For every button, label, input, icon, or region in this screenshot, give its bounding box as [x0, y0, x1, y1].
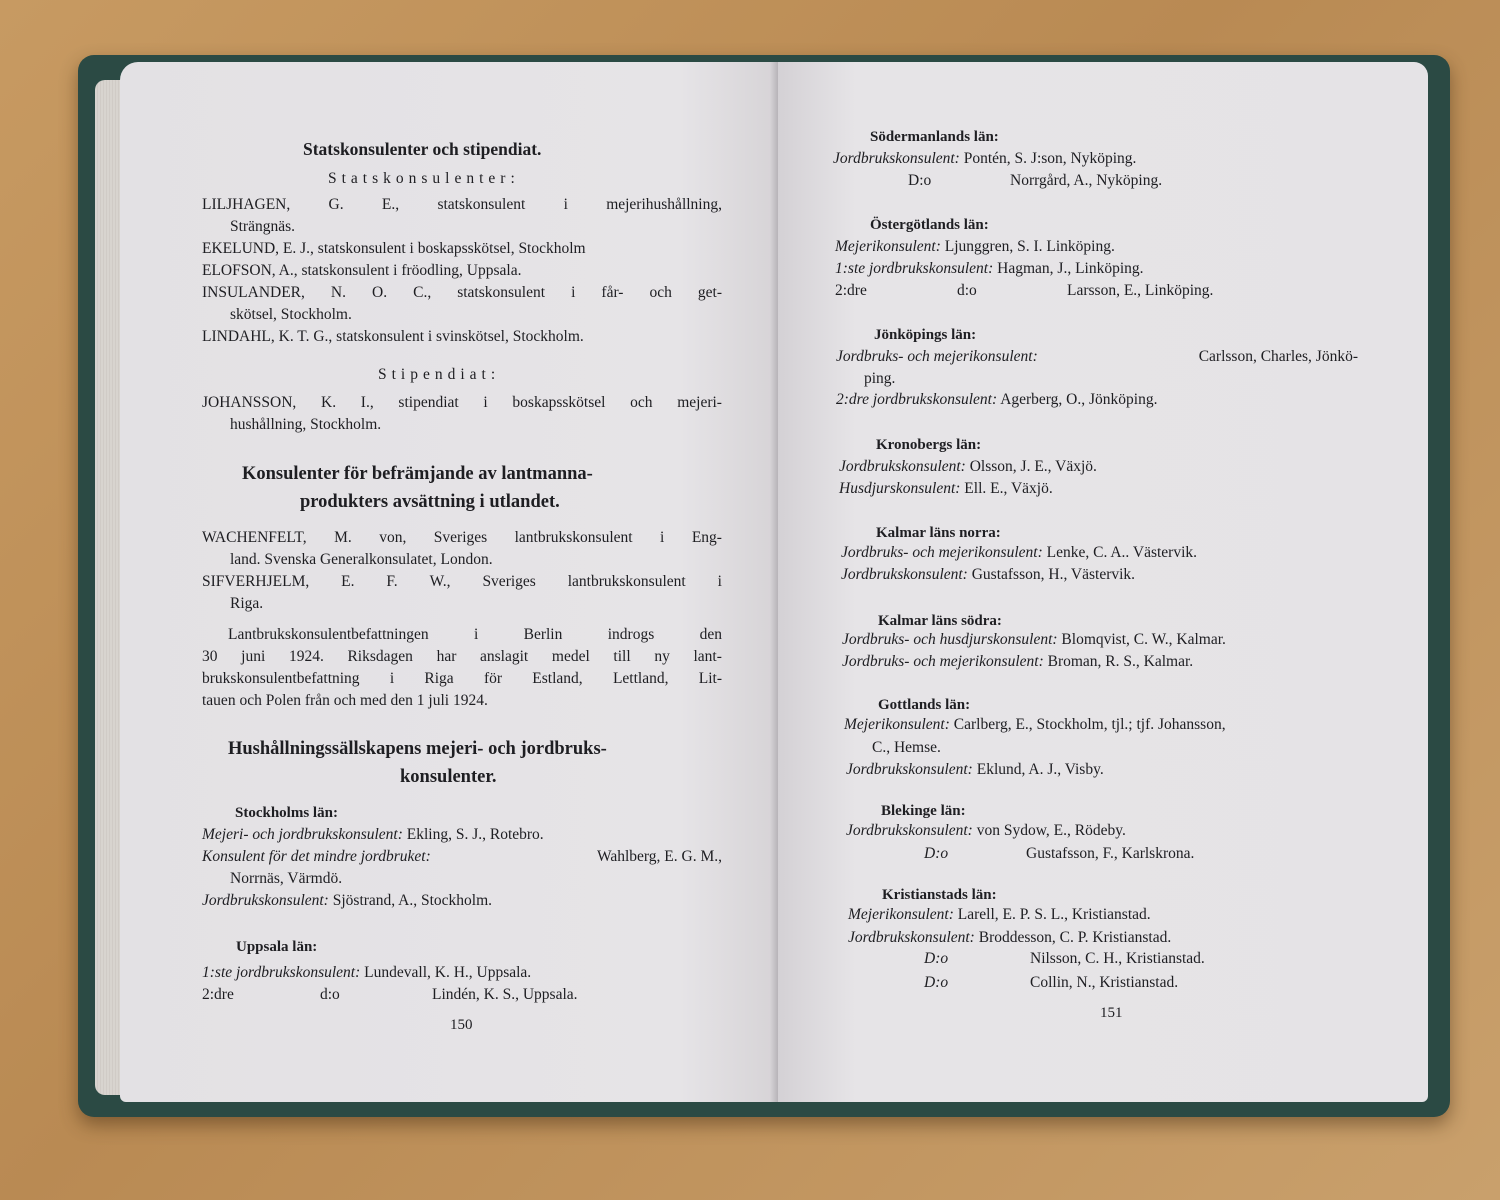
ostergotland-row-3: 2:dre d:o Larsson, E., Linköping.	[835, 282, 1214, 299]
county-heading-jonkoping: Jönköpings län:	[874, 327, 977, 343]
kronoberg-row-2: Husdjurskonsulent: Ell. E., Växjö.	[839, 480, 1053, 497]
county-heading-kalmar-sodra: Kalmar läns södra:	[878, 613, 1002, 629]
kalmar-sodra-row-2: Jordbruks- och mejerikonsulent: Broman, R. S., Kalmar.	[842, 653, 1194, 670]
stockholm-row-2-cont: Norrnäs, Värmdö.	[230, 870, 343, 887]
page-number-left: 150	[450, 1017, 473, 1033]
kalmar-norra-row-1: Jordbruks- och mejerikonsulent: Lenke, C. A.. Västervik.	[841, 544, 1198, 561]
county-heading-stockholm: Stockholms län:	[235, 805, 338, 821]
paragraph-line-4: tauen och Polen från och med den 1 juli 1924.	[202, 692, 488, 709]
county-heading-uppsala: Uppsala län:	[236, 939, 318, 955]
paragraph-line-1: Lantbrukskonsulentbefattningen i Berlin indrogs den	[228, 626, 722, 643]
left-page	[120, 62, 778, 1102]
county-heading-blekinge: Blekinge län:	[881, 803, 966, 819]
jonkoping-row-2: 2:dre jordbrukskonsulent: Agerberg, O., Jönköping.	[836, 391, 1158, 408]
blekinge-row-2: D:o Gustafsson, F., Karlskrona.	[924, 845, 1195, 862]
kalmar-sodra-row-1: Jordbruks- och husdjurskonsulent: Blomqvist, C. W., Kalmar.	[842, 631, 1226, 648]
section-title-konsulenter-line2: produkters avsättning i utlandet.	[300, 492, 560, 512]
county-heading-gottland: Gottlands län:	[878, 697, 971, 713]
page-number-right: 151	[1100, 1005, 1123, 1021]
entry-elofson: ELOFSON, A., statskonsulent i fröodling, Uppsala.	[202, 262, 522, 279]
kalmar-norra-row-2: Jordbrukskonsulent: Gustafsson, H., Västervik.	[841, 566, 1136, 583]
gottland-row-2: Jordbrukskonsulent: Eklund, A. J., Visby.	[846, 761, 1104, 778]
subheading-statskonsulenter: Statskonsulenter:	[328, 170, 520, 187]
section-title-statskonsulenter: Statskonsulenter och stipendiat.	[303, 139, 542, 159]
kristianstad-row-2: Jordbrukskonsulent: Broddesson, C. P. Kristianstad.	[848, 929, 1172, 946]
subheading-stipendiat: Stipendiat:	[378, 366, 501, 383]
entry-sifverhjelm-cont: Riga.	[230, 595, 264, 612]
stockholm-row-2: Konsulent för det mindre jordbruket: Wahlberg, E. G. M.,	[202, 848, 722, 865]
jonkoping-row-1-cont: ping.	[864, 370, 896, 387]
entry-ekelund: EKELUND, E. J., statskonsulent i boskapsskötsel, Stockholm	[202, 240, 586, 257]
entry-johansson: JOHANSSON, K. I., stipendiat i boskapsskötsel och mejeri-	[202, 394, 722, 411]
section-title-hushallning-line2: konsulenter.	[400, 767, 497, 787]
entry-liljhagen: LILJHAGEN, G. E., statskonsulent i mejerihushållning,	[202, 196, 722, 213]
sodermanland-row-1: Jordbrukskonsulent: Pontén, S. J:son, Nyköping.	[833, 150, 1137, 167]
sodermanland-row-2: D:o Norrgård, A., Nyköping.	[908, 172, 1163, 189]
county-heading-kronoberg: Kronobergs län:	[876, 437, 982, 453]
ostergotland-row-1: Mejerikonsulent: Ljunggren, S. I. Linköping.	[835, 238, 1115, 255]
kristianstad-row-1: Mejerikonsulent: Larell, E. P. S. L., Kristianstad.	[848, 906, 1151, 923]
gottland-row-1-cont: C., Hemse.	[872, 739, 941, 756]
kronoberg-row-1: Jordbrukskonsulent: Olsson, J. E., Växjö.	[839, 458, 1097, 475]
blekinge-row-1: Jordbrukskonsulent: von Sydow, E., Rödeby.	[846, 822, 1126, 839]
kristianstad-row-4: D:o Collin, N., Kristianstad.	[924, 974, 1179, 991]
entry-wachenfelt-cont: land. Svenska Generalkonsulatet, London.	[230, 551, 493, 568]
stockholm-row-3: Jordbrukskonsulent: Sjöstrand, A., Stockholm.	[202, 892, 493, 909]
paragraph-line-3: brukskonsulentbefattning i Riga för Estland, Lettland, Lit-	[202, 670, 722, 687]
entry-wachenfelt: WACHENFELT, M. von, Sveriges lantbrukskonsulent i Eng-	[202, 529, 722, 546]
section-title-konsulenter-line1: Konsulenter för befrämjande av lantmanna-	[242, 464, 593, 484]
jonkoping-row-1: Jordbruks- och mejerikonsulent: Carlsson, Charles, Jönkö-	[836, 348, 1358, 365]
uppsala-row-1: 1:ste jordbrukskonsulent: Lundevall, K. H., Uppsala.	[202, 964, 532, 981]
county-heading-sodermanland: Södermanlands län:	[870, 129, 999, 145]
entry-sifverhjelm: SIFVERHJELM, E. F. W., Sveriges lantbrukskonsulent i	[202, 573, 722, 590]
kristianstad-row-3: D:o Nilsson, C. H., Kristianstad.	[924, 950, 1205, 967]
entry-liljhagen-cont: Strängnäs.	[230, 218, 296, 235]
county-heading-kalmar-norra: Kalmar läns norra:	[876, 525, 1001, 541]
stockholm-row-1: Mejeri- och jordbrukskonsulent: Ekling, S. J., Rotebro.	[202, 826, 544, 843]
county-heading-ostergotland: Östergötlands län:	[870, 217, 989, 233]
entry-johansson-cont: hushållning, Stockholm.	[230, 416, 382, 433]
section-title-hushallning-line1: Hushållningssällskapens mejeri- och jordbruks-	[228, 739, 607, 759]
gottland-row-1: Mejerikonsulent: Carlberg, E., Stockholm, tjl.; tjf. Johansson,	[844, 716, 1226, 733]
entry-insulander: INSULANDER, N. O. C., statskonsulent i får- och get-	[202, 284, 722, 301]
uppsala-row-2: 2:dre d:o Lindén, K. S., Uppsala.	[202, 986, 578, 1003]
entry-insulander-cont: skötsel, Stockholm.	[230, 306, 352, 323]
right-page	[778, 62, 1428, 1102]
county-heading-kristianstad: Kristianstads län:	[882, 887, 997, 903]
entry-lindahl: LINDAHL, K. T. G., statskonsulent i svinskötsel, Stockholm.	[202, 328, 584, 345]
ostergotland-row-2: 1:ste jordbrukskonsulent: Hagman, J., Linköping.	[835, 260, 1144, 277]
paragraph-line-2: 30 juni 1924. Riksdagen har anslagit medel till ny lant-	[202, 648, 722, 665]
